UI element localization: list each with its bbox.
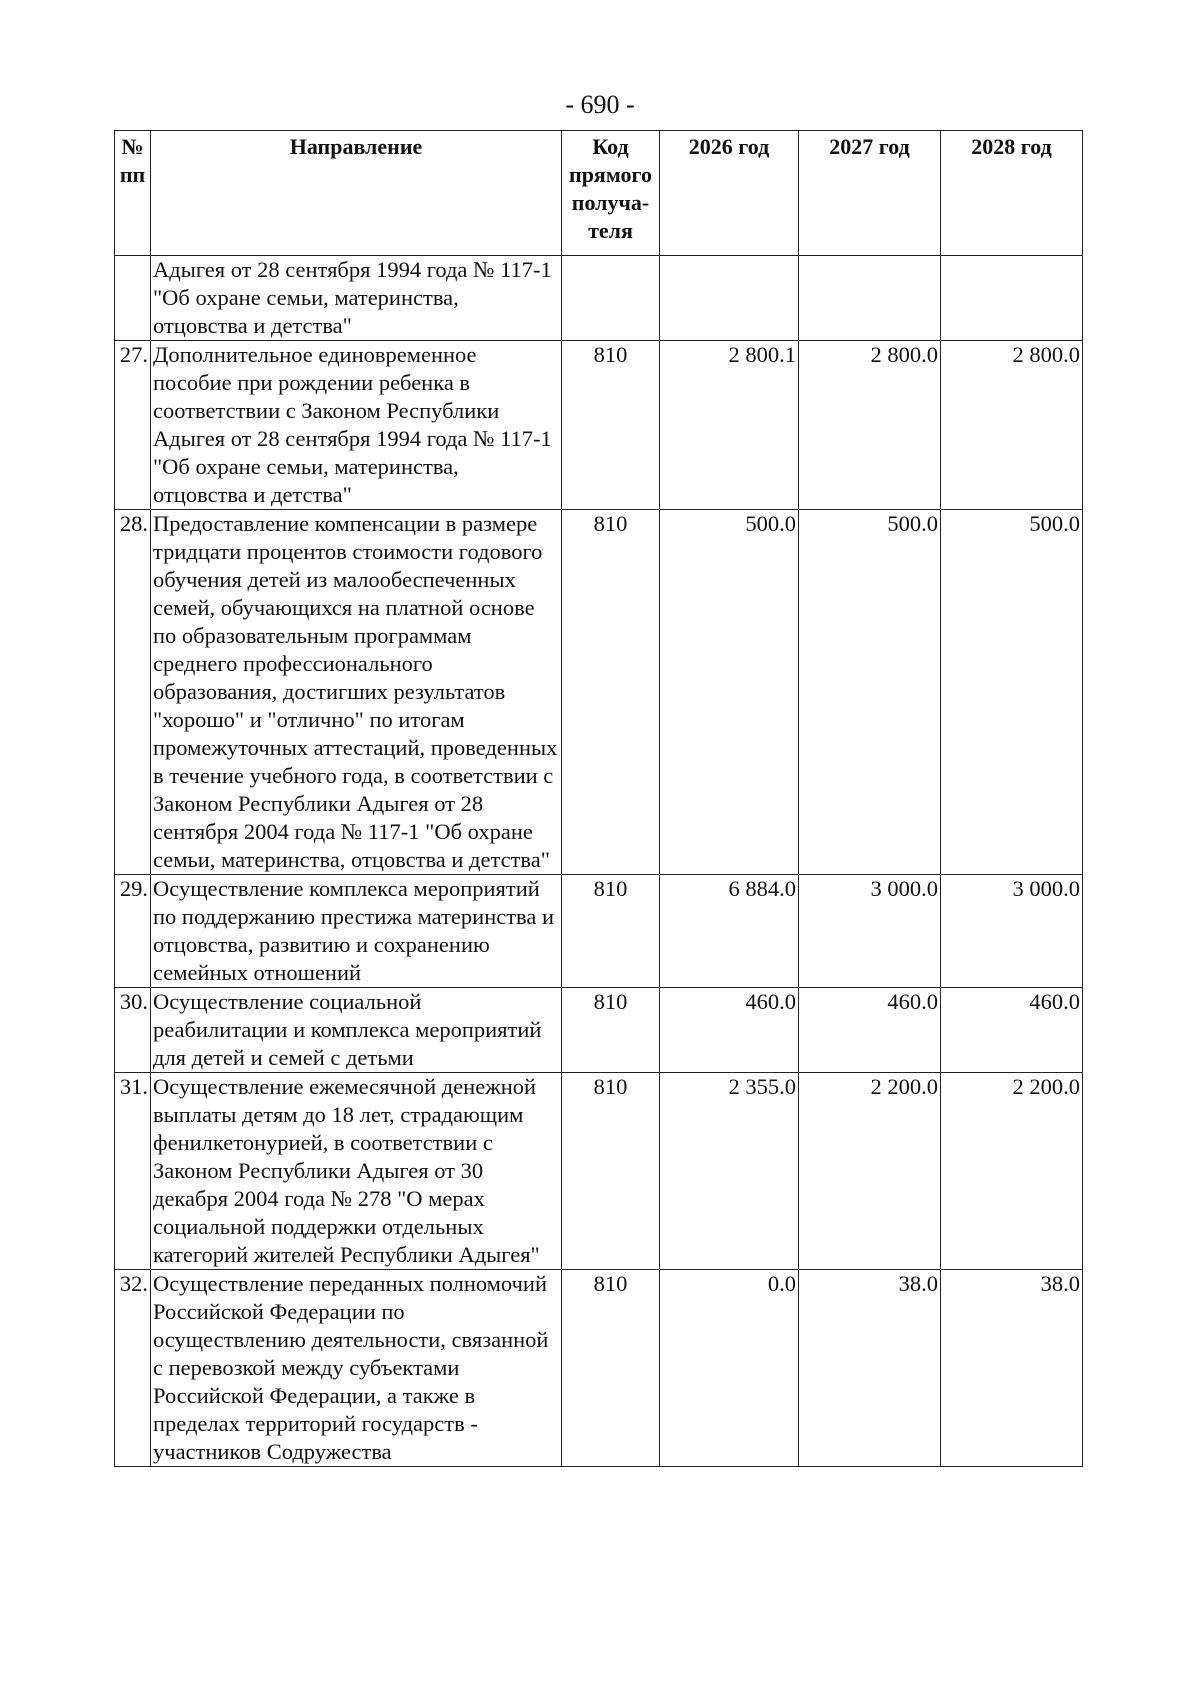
row-2028 <box>941 256 1083 341</box>
row-code: 810 <box>562 988 660 1073</box>
table-row <box>115 988 1083 1073</box>
header-2027: 2027 год <box>799 131 941 256</box>
row-number: 29. <box>115 875 151 988</box>
row-direction: Дополнительное единовременное пособие при рождении ребенка в соответствии с Законом Республики Адыгея от 28 сентября 1994 года № 117-1 "Об охране семьи, материнства, отцовства и детства" <box>151 341 562 510</box>
row-2026 <box>660 256 799 341</box>
row-number: 27. <box>115 341 151 510</box>
header-code: Код прямого получа-теля <box>562 131 660 256</box>
row-number: 28. <box>115 510 151 875</box>
table-row <box>115 256 1083 341</box>
row-2028: 2 200.0 <box>941 1073 1083 1270</box>
page-number: - 690 - <box>565 90 635 119</box>
header-direction: Направление <box>151 131 562 256</box>
header-2028: 2028 год <box>941 131 1083 256</box>
row-2026: 0.0 <box>660 1270 799 1467</box>
row-2026: 6 884.0 <box>660 875 799 988</box>
row-direction: Осуществление переданных полномочий Российской Федерации по осуществлению деятельности, связанной с перевозкой между субъектами Российской Федерации, а также в пределах территорий государств - участников Содружества <box>151 1270 562 1467</box>
row-2028: 2 800.0 <box>941 341 1083 510</box>
table-row <box>115 875 1083 988</box>
row-direction: Предоставление компенсации в размере тридцати процентов стоимости годового обучения детей из малообеспеченных семей, обучающихся на платной основе по образовательным программам среднего профессионального образования, достигших результатов "хорошо" и "отлично" по итогам промежуточных аттестаций, проведенных в течение учебного года, в соответствии с Законом Республики Адыгея от 28 сентября 2004 года № 117-1 "Об охране семьи, материнства, отцовства и детства" <box>151 510 562 875</box>
row-2026: 500.0 <box>660 510 799 875</box>
row-direction: Осуществление ежемесячной денежной выплаты детям до 18 лет, страдающим фенилкетонурией, в соответствии с Законом Республики Адыгея от 30 декабря 2004 года № 278 "О мерах социальной поддержки отдельных категорий жителей Республики Адыгея" <box>151 1073 562 1270</box>
row-2028: 38.0 <box>941 1270 1083 1467</box>
row-number <box>115 256 151 341</box>
table-row <box>115 1073 1083 1270</box>
row-direction: Адыгея от 28 сентября 1994 года № 117-1 "Об охране семьи, материнства, отцовства и детства" <box>151 256 562 341</box>
header-num: № пп <box>115 131 151 256</box>
row-direction: Осуществление социальной реабилитации и комплекса мероприятий для детей и семей с детьми <box>151 988 562 1073</box>
row-2027: 38.0 <box>799 1270 941 1467</box>
row-2026: 2 355.0 <box>660 1073 799 1270</box>
row-number: 31. <box>115 1073 151 1270</box>
row-code: 810 <box>562 1073 660 1270</box>
row-2026: 2 800.1 <box>660 341 799 510</box>
row-2027 <box>799 256 941 341</box>
row-2027: 2 800.0 <box>799 341 941 510</box>
row-code: 810 <box>562 510 660 875</box>
row-number: 30. <box>115 988 151 1073</box>
row-2028: 500.0 <box>941 510 1083 875</box>
table-header-row <box>115 131 1083 256</box>
row-number: 32. <box>115 1270 151 1467</box>
row-direction: Осуществление комплекса мероприятий по поддержанию престижа материнства и отцовства, развитию и сохранению семейных отношений <box>151 875 562 988</box>
row-2027: 3 000.0 <box>799 875 941 988</box>
row-2027: 2 200.0 <box>799 1073 941 1270</box>
row-2028: 3 000.0 <box>941 875 1083 988</box>
row-2028: 460.0 <box>941 988 1083 1073</box>
row-code <box>562 256 660 341</box>
row-2027: 460.0 <box>799 988 941 1073</box>
row-2027: 500.0 <box>799 510 941 875</box>
row-code: 810 <box>562 1270 660 1467</box>
table-row <box>115 1270 1083 1467</box>
table-row <box>115 510 1083 875</box>
budget-table <box>114 130 1083 1467</box>
row-code: 810 <box>562 875 660 988</box>
row-2026: 460.0 <box>660 988 799 1073</box>
row-code: 810 <box>562 341 660 510</box>
header-2026: 2026 год <box>660 131 799 256</box>
table-row <box>115 341 1083 510</box>
